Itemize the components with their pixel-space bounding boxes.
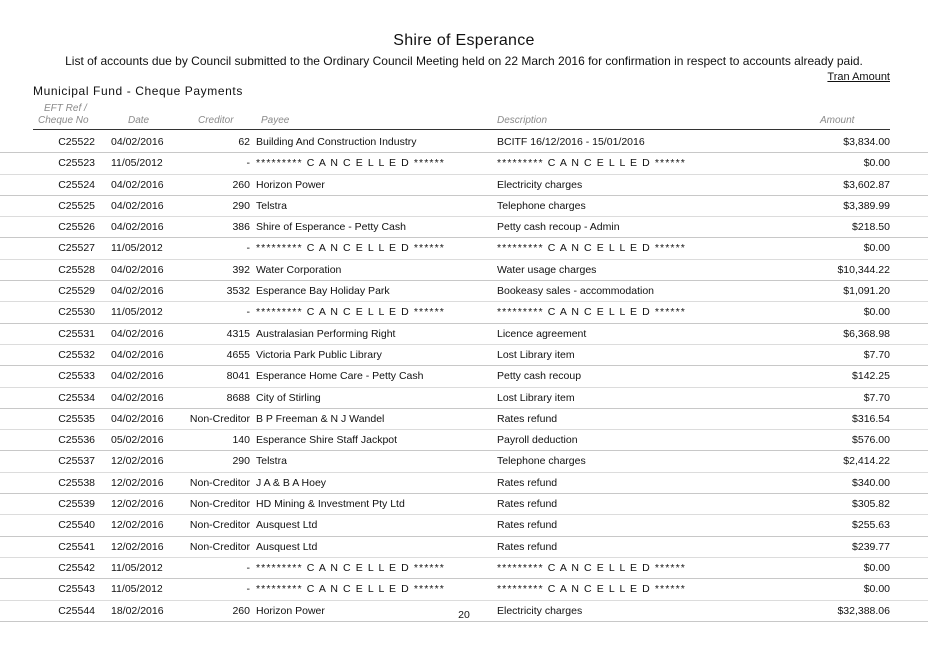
date-cell: 04/02/2016: [111, 199, 164, 212]
amount-cell: $0.00: [863, 583, 890, 596]
description-cell: Payroll deduction: [497, 434, 578, 447]
amount-cell: $255.63: [852, 519, 890, 532]
amount-cell: $3,602.87: [843, 178, 890, 191]
table-row: [0, 324, 928, 345]
amount-cell: $142.25: [852, 370, 890, 383]
creditor-cell: -: [246, 306, 250, 319]
amount-cell: $7.70: [863, 348, 890, 361]
payee-cell: ********* C A N C E L L E D ******: [256, 561, 445, 574]
amount-cell: $305.82: [852, 498, 890, 511]
payee-cell: Australasian Performing Right: [256, 327, 396, 340]
cheque-no-cell: C25524: [58, 178, 95, 191]
date-cell: 12/02/2016: [111, 498, 164, 511]
description-cell: Rates refund: [497, 476, 558, 489]
date-cell: 11/05/2012: [111, 157, 163, 170]
table-row: [0, 217, 928, 238]
payee-cell: ********* C A N C E L L E D ******: [256, 157, 445, 170]
table-row: [0, 558, 928, 579]
cheque-no-cell: C25541: [58, 540, 95, 553]
creditor-cell: 290: [232, 455, 250, 468]
creditor-cell: 392: [232, 263, 250, 276]
header-amount: Amount: [820, 115, 855, 126]
report-subtitle: List of accounts due by Council submitted to the Ordinary Council Meeting held on 22 March 2016 for confirmation in respect to accounts already paid.: [65, 54, 863, 68]
payee-cell: ********* C A N C E L L E D ******: [256, 583, 445, 596]
creditor-cell: 290: [232, 199, 250, 212]
header-cheque-no: Cheque No: [38, 115, 89, 126]
description-cell: ********* C A N C E L L E D ******: [497, 583, 686, 596]
date-cell: 18/02/2016: [111, 604, 164, 617]
description-cell: Petty cash recoup: [497, 370, 582, 383]
tran-amount-label: Tran Amount: [827, 71, 890, 83]
table-row: [0, 196, 928, 217]
creditor-cell: Non-Creditor: [189, 540, 250, 553]
table-row: [0, 302, 928, 323]
header-creditor: Creditor: [198, 115, 234, 126]
creditor-cell: 4655: [226, 348, 250, 361]
creditor-cell: Non-Creditor: [189, 519, 250, 532]
payee-cell: Telstra: [256, 199, 287, 212]
cheque-no-cell: C25535: [58, 412, 95, 425]
table-row: [0, 515, 928, 536]
amount-cell: $576.00: [852, 434, 890, 447]
creditor-cell: 140: [232, 434, 250, 447]
payee-cell: Esperance Bay Holiday Park: [256, 285, 390, 298]
cheque-no-cell: C25527: [58, 242, 95, 255]
amount-cell: $10,344.22: [837, 263, 890, 276]
payee-cell: Victoria Park Public Library: [256, 348, 382, 361]
cheque-no-cell: C25523: [58, 157, 95, 170]
description-cell: ********* C A N C E L L E D ******: [497, 306, 686, 319]
description-cell: Telephone charges: [497, 199, 586, 212]
date-cell: 12/02/2016: [111, 455, 164, 468]
date-cell: 05/02/2016: [111, 434, 164, 447]
date-cell: 12/02/2016: [111, 476, 164, 489]
cheque-no-cell: C25522: [58, 136, 95, 148]
table-row: [0, 430, 928, 451]
cheque-no-cell: C25530: [58, 306, 95, 319]
amount-cell: $239.77: [852, 540, 890, 553]
cheque-no-cell: C25542: [58, 561, 95, 574]
table-row: [0, 153, 928, 174]
payee-cell: City of Stirling: [256, 391, 321, 404]
header-description: Description: [497, 115, 548, 126]
cheque-no-cell: C25526: [58, 221, 95, 234]
table-row: [0, 388, 928, 409]
cheque-no-cell: C25543: [58, 583, 95, 596]
table-row: [0, 409, 928, 430]
date-cell: 11/05/2012: [111, 242, 163, 255]
payee-cell: ********* C A N C E L L E D ******: [256, 242, 445, 255]
table-row: [0, 366, 928, 387]
creditor-cell: -: [246, 561, 250, 574]
table-row: [0, 537, 928, 558]
payee-cell: Building And Construction Industry: [256, 136, 417, 148]
description-cell: ********* C A N C E L L E D ******: [497, 561, 686, 574]
date-cell: 11/05/2012: [111, 583, 163, 596]
cheque-no-cell: C25534: [58, 391, 95, 404]
payee-cell: Ausquest Ltd: [256, 519, 318, 532]
date-cell: 11/05/2012: [111, 306, 163, 319]
description-cell: BCITF 16/12/2016 - 15/01/2016: [497, 136, 645, 148]
amount-cell: $1,091.20: [843, 285, 890, 298]
fund-label: Municipal Fund - Cheque Payments: [33, 84, 243, 98]
description-cell: Lost Library item: [497, 391, 575, 404]
description-cell: Water usage charges: [497, 263, 597, 276]
creditor-cell: 4315: [226, 327, 250, 340]
cheque-no-cell: C25540: [58, 519, 95, 532]
description-cell: ********* C A N C E L L E D ******: [497, 157, 686, 170]
creditor-cell: Non-Creditor: [189, 476, 250, 489]
payments-table: [0, 132, 928, 622]
table-row: [0, 260, 928, 281]
creditor-cell: 260: [232, 178, 250, 191]
amount-cell: $3,834.00: [843, 136, 890, 148]
table-row: [0, 175, 928, 196]
description-cell: Licence agreement: [497, 327, 587, 340]
payee-cell: Esperance Home Care - Petty Cash: [256, 370, 424, 383]
creditor-cell: 62: [238, 136, 250, 148]
header-eft-ref: EFT Ref /: [44, 103, 87, 114]
description-cell: Rates refund: [497, 498, 558, 511]
creditor-cell: 3532: [226, 285, 250, 298]
table-row: [0, 281, 928, 302]
header-payee: Payee: [261, 115, 290, 126]
header-date: Date: [128, 115, 150, 126]
table-row: [0, 451, 928, 472]
payee-cell: J A & B A Hoey: [256, 476, 327, 489]
payee-cell: Esperance Shire Staff Jackpot: [256, 434, 398, 447]
amount-cell: $7.70: [863, 391, 890, 404]
date-cell: 12/02/2016: [111, 519, 164, 532]
creditor-cell: -: [246, 157, 250, 170]
table-row: [0, 473, 928, 494]
description-cell: Petty cash recoup - Admin: [497, 221, 620, 234]
cheque-no-cell: C25537: [58, 455, 95, 468]
cheque-no-cell: C25533: [58, 370, 95, 383]
description-cell: Electricity charges: [497, 178, 583, 191]
creditor-cell: -: [246, 242, 250, 255]
cheque-no-cell: C25539: [58, 498, 95, 511]
creditor-cell: Non-Creditor: [189, 412, 250, 425]
description-cell: Rates refund: [497, 519, 558, 532]
table-row: [0, 345, 928, 366]
date-cell: 04/02/2016: [111, 136, 164, 148]
description-cell: Telephone charges: [497, 455, 586, 468]
payee-cell: Telstra: [256, 455, 287, 468]
cheque-no-cell: C25528: [58, 263, 95, 276]
amount-cell: $0.00: [863, 561, 890, 574]
header-divider: [33, 129, 890, 130]
amount-cell: $3,389.99: [843, 199, 890, 212]
payee-cell: ********* C A N C E L L E D ******: [256, 306, 445, 319]
table-row: [0, 579, 928, 600]
payee-cell: Horizon Power: [256, 604, 325, 617]
description-cell: ********* C A N C E L L E D ******: [497, 242, 686, 255]
table-row: [0, 238, 928, 259]
payee-cell: Water Corporation: [256, 263, 342, 276]
payee-cell: B P Freeman & N J Wandel: [256, 412, 385, 425]
amount-cell: $0.00: [863, 242, 890, 255]
amount-cell: $218.50: [852, 221, 890, 234]
cheque-no-cell: C25531: [58, 327, 95, 340]
date-cell: 04/02/2016: [111, 348, 164, 361]
cheque-no-cell: C25538: [58, 476, 95, 489]
amount-cell: $2,414.22: [843, 455, 890, 468]
creditor-cell: -: [246, 583, 250, 596]
description-cell: Electricity charges: [497, 604, 583, 617]
table-row: [0, 132, 928, 153]
date-cell: 12/02/2016: [111, 540, 164, 553]
payee-cell: HD Mining & Investment Pty Ltd: [256, 498, 405, 511]
payee-cell: Shire of Esperance - Petty Cash: [256, 221, 406, 234]
cheque-no-cell: C25544: [58, 604, 95, 617]
date-cell: 04/02/2016: [111, 391, 164, 404]
date-cell: 04/02/2016: [111, 221, 164, 234]
creditor-cell: 260: [232, 604, 250, 617]
amount-cell: $0.00: [863, 306, 890, 319]
report-title: Shire of Esperance: [393, 32, 535, 49]
payee-cell: Horizon Power: [256, 178, 325, 191]
amount-cell: $340.00: [852, 476, 890, 489]
date-cell: 04/02/2016: [111, 412, 164, 425]
cheque-no-cell: C25529: [58, 285, 95, 298]
creditor-cell: 386: [232, 221, 250, 234]
date-cell: 04/02/2016: [111, 285, 164, 298]
amount-cell: $6,368.98: [843, 327, 890, 340]
amount-cell: $316.54: [852, 412, 890, 425]
date-cell: 04/02/2016: [111, 178, 164, 191]
date-cell: 11/05/2012: [111, 561, 163, 574]
page-number: 20: [458, 609, 470, 621]
cheque-no-cell: C25532: [58, 348, 95, 361]
description-cell: Rates refund: [497, 540, 558, 553]
date-cell: 04/02/2016: [111, 370, 164, 383]
creditor-cell: 8041: [226, 370, 250, 383]
payee-cell: Ausquest Ltd: [256, 540, 318, 553]
creditor-cell: 8688: [226, 391, 250, 404]
cheque-no-cell: C25536: [58, 434, 95, 447]
amount-cell: $0.00: [863, 157, 890, 170]
creditor-cell: Non-Creditor: [189, 498, 250, 511]
description-cell: Bookeasy sales - accommodation: [497, 285, 654, 298]
cheque-no-cell: C25525: [58, 199, 95, 212]
table-row: [0, 494, 928, 515]
date-cell: 04/02/2016: [111, 327, 164, 340]
description-cell: Rates refund: [497, 412, 558, 425]
amount-cell: $32,388.06: [837, 604, 890, 617]
description-cell: Lost Library item: [497, 348, 575, 361]
date-cell: 04/02/2016: [111, 263, 164, 276]
